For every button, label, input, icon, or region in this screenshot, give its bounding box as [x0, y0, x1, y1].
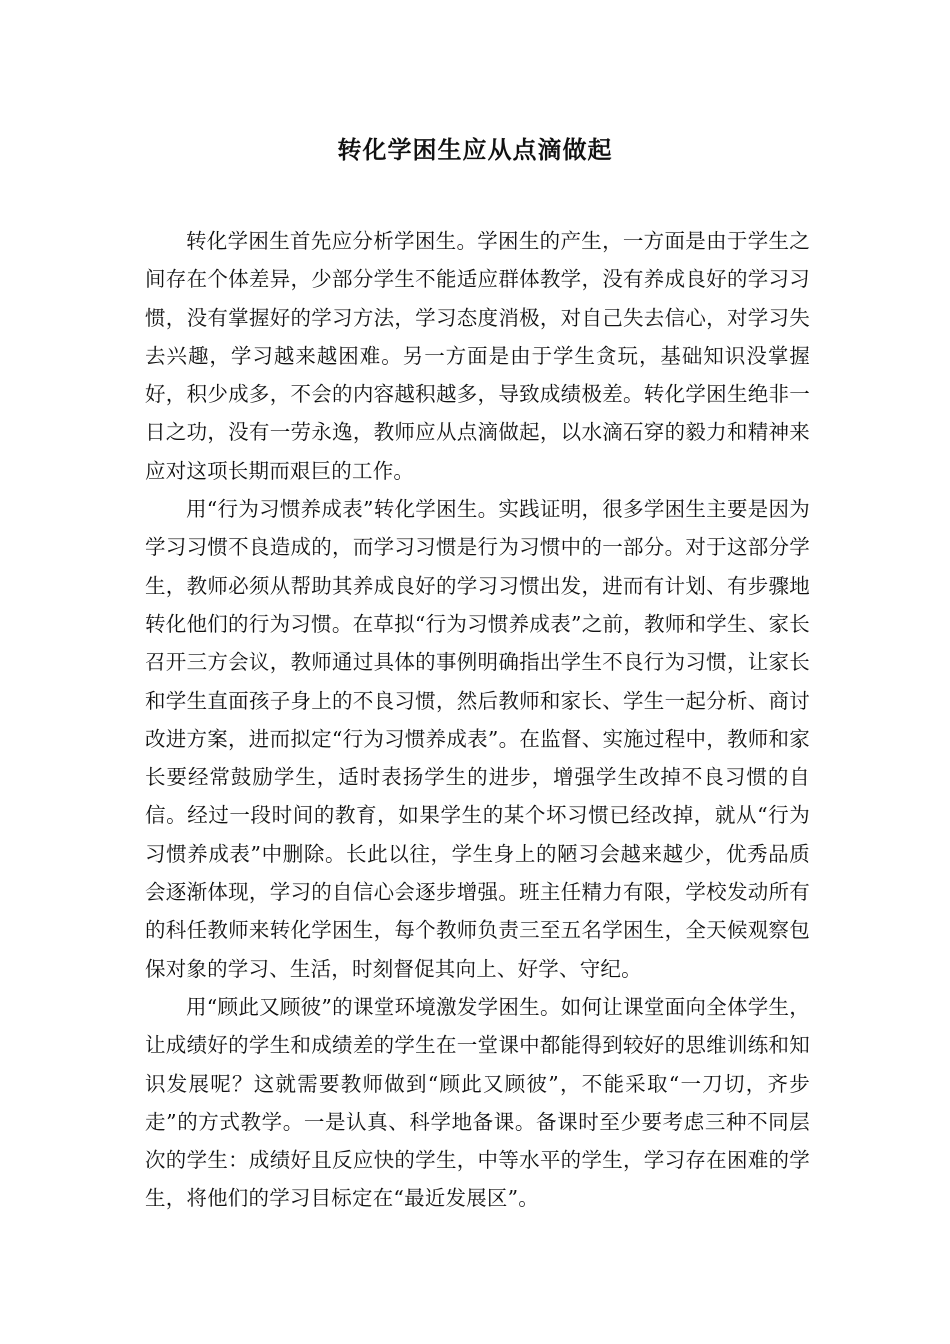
- paragraph-analysis: 转化学困生首先应分析学困生。学困生的产生，一方面是由于学生之间存在个体差异，少部分学生不能适应群体教学，没有养成良好的学习习惯，没有掌握好的学习方法，学习态度消极，对自己失去信心，对学习失去兴趣，学习越来越困难。另一方面是由于学生贪玩，基础知识没掌握好，积少成多，不会的内容越积越多，导致成绩极差。转化学困生绝非一日之功，没有一劳永逸，教师应从点滴做起，以水滴石穿的毅力和精神来应对这项长期而艰巨的工作。: [145, 229, 810, 483]
- paragraph-classroom: 用“顾此又顾彼”的课堂环境激发学困生。如何让课堂面向全体学生，让成绩好的学生和成绩差的学生在一堂课中都能得到较好的思维训练和知识发展呢？这就需要教师做到“顾此又顾彼”，不能采取“一刀切，齐步走”的方式教学。一是认真、科学地备课。备课时至少要考虑三种不同层次的学生：成绩好且反应快的学生，中等水平的学生，学习存在困难的学生，将他们的学习目标定在“最近发展区”。: [145, 994, 810, 1211]
- paragraph-habit-table: 用“行为习惯养成表”转化学困生。实践证明，很多学困生主要是因为学习习惯不良造成的，而学习习惯是行为习惯中的一部分。对于这部分学生，教师必须从帮助其养成良好的学习习惯出发，进而有计划、有步骤地转化他们的行为习惯。在草拟“行为习惯养成表”之前，教师和学生、家长召开三方会议，教师通过具体的事例明确指出学生不良行为习惯，让家长和学生直面孩子身上的不良习惯，然后教师和家长、学生一起分析、商讨改进方案，进而拟定“行为习惯养成表”。在监督、实施过程中，教师和家长要经常鼓励学生，适时表扬学生的进步，增强学生改掉不良习惯的自信。经过一段时间的教育，如果学生的某个坏习惯已经改掉，就从“行为习惯养成表”中删除。长此以往，学生身上的陋习会越来越少，优秀品质会逐渐体现，学习的自信心会逐步增强。班主任精力有限，学校发动所有的科任教师来转化学困生，每个教师负责三至五名学困生，全天候观察包保对象的学习、生活，时刻督促其向上、好学、守纪。: [145, 497, 810, 981]
- document-title: 转化学困生应从点滴做起: [337, 135, 613, 164]
- document-body: [145, 222, 810, 1218]
